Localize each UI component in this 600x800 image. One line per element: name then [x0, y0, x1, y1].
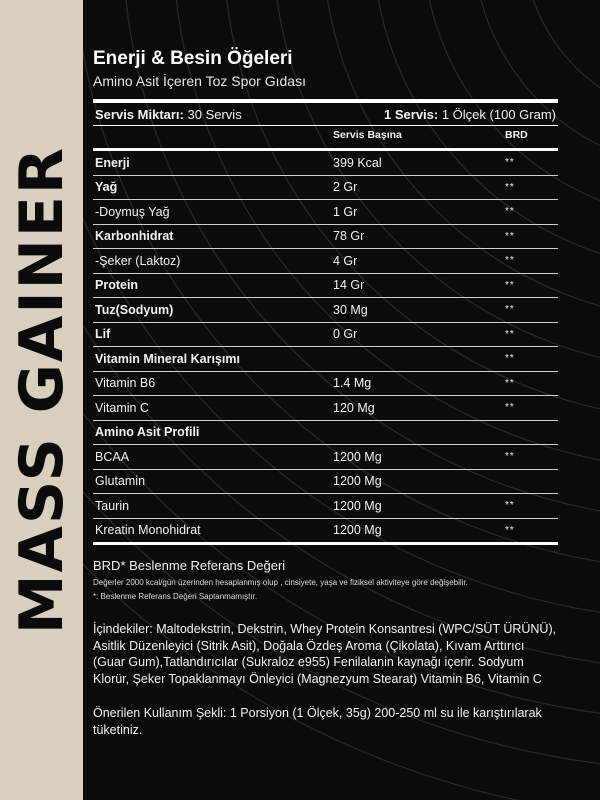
- row-brd: **: [505, 402, 515, 414]
- table-row: [93, 421, 558, 446]
- row-name: Vitamin Mineral Karışımı: [95, 351, 240, 366]
- serving-row: [93, 103, 558, 126]
- row-name: -Şeker (Laktoz): [95, 253, 181, 268]
- row-name: -Doymuş Yağ: [95, 204, 170, 219]
- row-name: BCAA: [95, 449, 130, 464]
- brd-title: BRD* Beslenme Referans Değeri: [93, 558, 286, 573]
- side-title: MASS GAINER: [7, 145, 77, 635]
- serving-size-label: 1 Servis:: [384, 107, 439, 122]
- row-name: Amino Asit Profili: [95, 425, 200, 440]
- row-value: 1200 Mg: [333, 449, 382, 464]
- nutrition-table: [93, 99, 558, 545]
- header-brd: BRD: [505, 129, 528, 141]
- table-row: [93, 298, 558, 323]
- table-row: [93, 200, 558, 225]
- row-value: 2 Gr: [333, 180, 358, 195]
- table-row: [93, 445, 558, 470]
- row-brd: **: [505, 500, 515, 512]
- table-row: [93, 494, 558, 519]
- table-row: [93, 225, 558, 250]
- row-name: Glutamin: [95, 474, 146, 489]
- table-header: [93, 126, 558, 151]
- row-brd: **: [505, 524, 515, 536]
- table-row: [93, 151, 558, 176]
- row-brd: **: [505, 451, 515, 463]
- row-brd: **: [505, 279, 515, 291]
- row-value: 0 Gr: [333, 327, 358, 342]
- row-brd: **: [505, 157, 515, 169]
- row-name: Yağ: [95, 180, 118, 195]
- row-name: Karbonhidrat: [95, 229, 174, 244]
- row-name: Enerji: [95, 155, 130, 170]
- panel-subtitle: Amino Asit İçeren Toz Spor Gıdası: [93, 73, 306, 89]
- brd-note: *: Beslenme Referans Değeri Saptanmamıştır.: [93, 592, 258, 601]
- side-banner: [0, 0, 83, 800]
- serving-size: [384, 107, 556, 122]
- serving-count: [95, 107, 242, 122]
- nutrition-panel: [93, 48, 558, 739]
- brd-description: Değerler 2000 kcal/gün üzerinden hesaplanmış olup , cinsiyete, yaşa ve fiziksel aktiviteye göre değişebilir.: [93, 578, 468, 587]
- panel-title: Enerji & Besin Öğeleri: [93, 48, 293, 69]
- table-row: [93, 470, 558, 495]
- table-row: [93, 274, 558, 299]
- row-name: Protein: [95, 278, 139, 293]
- row-name: Vitamin B6: [95, 376, 156, 391]
- header-name: [95, 129, 333, 143]
- row-brd: **: [505, 255, 515, 267]
- table-row: [93, 249, 558, 274]
- row-name: Vitamin C: [95, 400, 149, 415]
- serving-size-value: 1 Ölçek (100 Gram): [441, 107, 556, 122]
- row-name: Tuz(Sodyum): [95, 302, 174, 317]
- usage-text: Önerilen Kullanım Şekli: 1 Porsiyon (1 Ölçek, 35g) 200-250 ml su ile karıştırılarak tüketiniz.: [93, 706, 542, 737]
- row-brd: **: [505, 377, 515, 389]
- row-value: 1200 Mg: [333, 474, 382, 489]
- table-row: [93, 323, 558, 348]
- row-value: 1.4 Mg: [333, 376, 372, 391]
- row-value: 1 Gr: [333, 204, 358, 219]
- row-value: 120 Mg: [333, 400, 375, 415]
- row-value: 1200 Mg: [333, 523, 382, 538]
- row-name: Kreatin Monohidrat: [95, 523, 201, 538]
- header-per-serving: Servis Başına: [333, 129, 402, 141]
- row-name: Lif: [95, 327, 111, 342]
- row-brd: **: [505, 353, 515, 365]
- table-row: [93, 176, 558, 201]
- row-value: 78 Gr: [333, 229, 365, 244]
- row-brd: **: [505, 181, 515, 193]
- serving-count-label: Servis Miktarı:: [95, 107, 184, 122]
- row-value: 399 Kcal: [333, 155, 382, 170]
- serving-count-value: 30 Servis: [187, 107, 242, 122]
- row-brd: **: [505, 230, 515, 242]
- ingredients-text: İçindekiler: Maltodekstrin, Dekstrin, Whey Protein Konsantresi (WPC/SÜT ÜRÜNÜ), Asitlik Düzenleyici (Sitrik Asit), Doğala Özdeş Aroma (Çikolata), Kıvam Arttırıcı (Guar Gum),Tatlandırıcılar (Sukraloz e955) Fenilalanin kaynağı içerir. Sodyum Klorür, Şeker Topaklanmayı Önleyici (Magnezyum Stearat) Vitamin B6, Vitamin C: [93, 622, 557, 686]
- row-name: Taurin: [95, 498, 130, 513]
- row-brd: **: [505, 304, 515, 316]
- table-row: [93, 396, 558, 421]
- row-value: 1200 Mg: [333, 498, 382, 513]
- table-row: [93, 347, 558, 372]
- row-brd: **: [505, 206, 515, 218]
- row-value: 30 Mg: [333, 302, 368, 317]
- table-row: [93, 372, 558, 397]
- row-value: 14 Gr: [333, 278, 365, 293]
- table-row: [93, 519, 558, 546]
- row-brd: **: [505, 328, 515, 340]
- row-value: 4 Gr: [333, 253, 358, 268]
